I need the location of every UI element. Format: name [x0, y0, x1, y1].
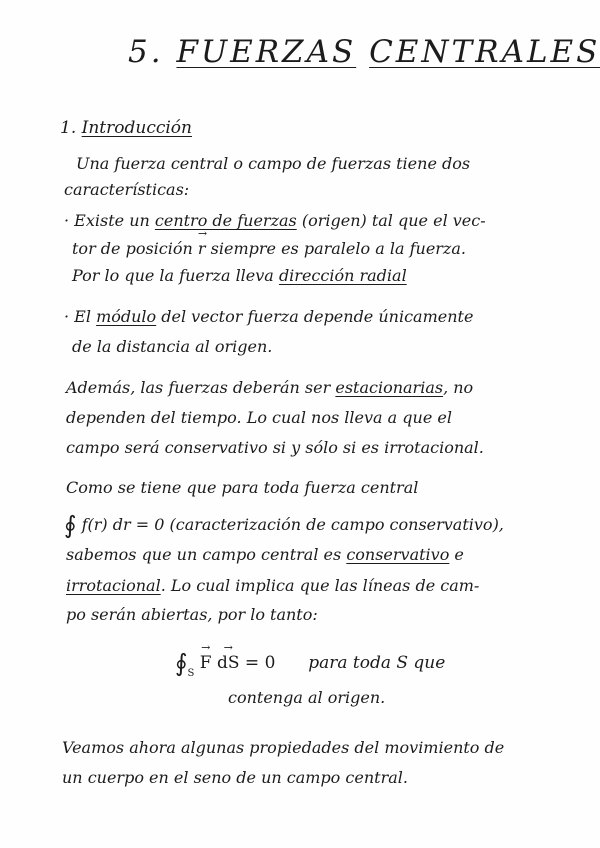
page-title [128, 34, 600, 70]
para-3-line-3-text: sabemos que un campo central es [66, 545, 347, 564]
closing-line-1: Veamos ahora algunas propiedades del movimiento de [62, 738, 505, 757]
bullet-2-text: · El [64, 307, 97, 326]
bullet-1-text-end: (origen) tal que el vec- [296, 211, 486, 230]
force-vector-f: → F [200, 653, 212, 673]
equation-rhs: = 0 [244, 653, 276, 673]
para-3-line-2-text: f(r) dr = 0 (caracterización de campo conservativo), [81, 515, 504, 534]
bullet-1-line-2-end: siempre es paralelo a la fuerza. [205, 239, 466, 258]
surface-integral-symbol: ∮ [175, 649, 188, 677]
equation-condition: para toda S que [308, 653, 446, 673]
para-2-text: Además, las fuerzas deberán ser [66, 378, 336, 397]
stationary-term: estacionarias [335, 378, 444, 397]
bullet-1-line-3-text: Por lo que la fuerza lleva [72, 266, 279, 285]
radial-direction-term: dirección radial [278, 266, 407, 285]
irrotational-term: irrotacional [66, 576, 161, 595]
contour-integral-symbol: ∮ [64, 511, 77, 539]
flux-equation [175, 646, 446, 679]
bullet-1-line-3 [72, 266, 407, 285]
closing-line-2: un cuerpo en el seno de un campo central. [62, 768, 408, 787]
para-3-line-4-text: . Lo cual implica que las líneas de cam- [160, 576, 480, 595]
surface-subscript: S [187, 668, 195, 679]
title-word-fuerzas: FUERZAS [176, 34, 357, 70]
para-3-line-4 [66, 576, 479, 595]
section-number: 1. [60, 118, 77, 138]
bullet-2-line-1 [64, 307, 473, 326]
para-2-line-2: dependen del tiempo. Lo cual nos lleva a que el [66, 408, 452, 427]
section-heading [60, 118, 192, 138]
bullet-1-text: · Existe un [64, 211, 155, 230]
position-vector-r: → r [198, 239, 206, 258]
para-2-text-end: , no [443, 378, 474, 397]
surface-element-ds: → dS [217, 653, 240, 673]
bullet-1-line-2-text: tor de posición [72, 239, 198, 258]
bullet-2-line-2: de la distancia al origen. [72, 337, 273, 356]
para-3-line-5: po serán abiertas, por lo tanto: [66, 605, 318, 624]
bullet-1-underlined: centro de fuerzas [154, 211, 297, 230]
conservative-term: conservativo [346, 545, 450, 564]
intro-line-2: características: [64, 180, 190, 199]
section-title: Introducción [81, 118, 192, 138]
para-2-line-1 [66, 378, 473, 397]
title-number: 5. [128, 34, 164, 70]
para-3-line-3-end: e [449, 545, 464, 564]
modulus-term: módulo [96, 307, 157, 326]
para-2-line-3: campo será conservativo si y sólo si es irrotacional. [66, 438, 484, 457]
equation-line-2: contenga al origen. [228, 688, 386, 707]
title-word-centrales: CENTRALES [369, 34, 600, 70]
bullet-2-text-end: del vector fuerza depende únicamente [156, 307, 474, 326]
bullet-1-line-2 [72, 239, 466, 258]
para-3-line-1: Como se tiene que para toda fuerza central [66, 478, 419, 497]
bullet-1-line-1 [64, 211, 486, 230]
para-3-line-3 [66, 545, 464, 564]
para-3-line-2 [64, 508, 504, 539]
intro-line-1: Una fuerza central o campo de fuerzas tiene dos [76, 154, 471, 173]
